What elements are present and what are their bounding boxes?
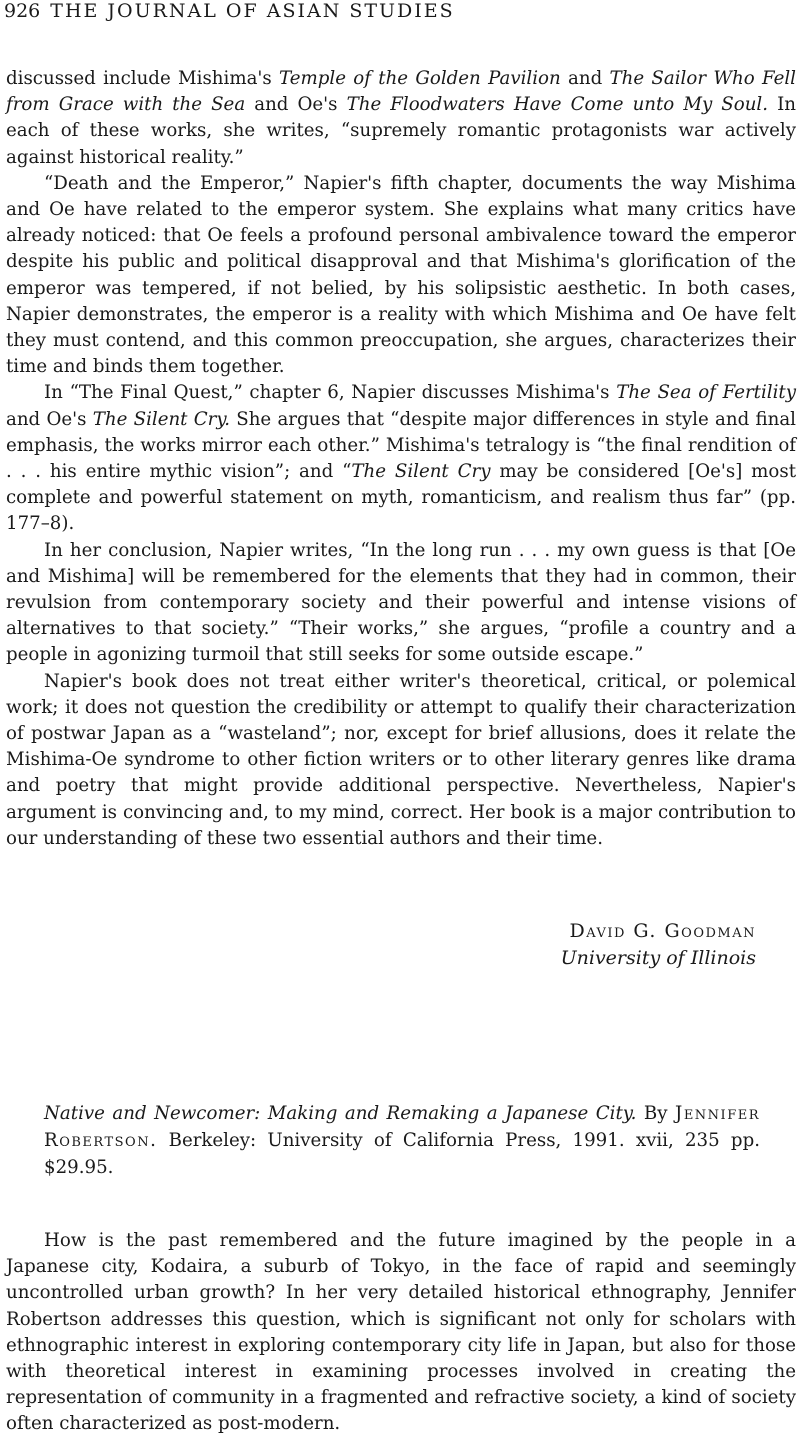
paragraph: discussed include Mishima's Temple of the Golden Pavilion and The Sailor Who Fell from Grace with the Sea and Oe's The Floodwaters Have Come unto My Soul. In each of these works, she writes, “supremely romantic protagonists war actively against historical reality.” <box>6 68 796 168</box>
review-2-body <box>6 1228 796 1438</box>
reviewer-signature <box>561 918 756 972</box>
citation-author: Jennifer Robertson. <box>44 1103 760 1151</box>
book-title: The Silent Cry. <box>92 408 230 430</box>
book-citation: Native and Newcomer: Making and Remaking a Japanese City. By Jennifer Robertson. Berkeley: University of California Press, 1991. xvii, 235 pp. $29.95. <box>44 1103 760 1178</box>
paragraph: In her conclusion, Napier writes, “In the long run . . . my own guess is that [Oe and Mishima] will be remembered for the elements that they had in common, their revulsion from contemporary society and their powerful and intense visions of alternatives to that society.” “Their works,” she argues, “profile a country and a people in agonizing turmoil that still seeks for some outside escape.” <box>6 539 796 666</box>
book-title: Temple of the Golden Pavilion <box>279 68 561 89</box>
citation-publisher: Berkeley: University of California Press, 1991. xvii, 235 pp. $29.95. <box>44 1130 760 1178</box>
citation-title: Native and Newcomer: Making and Remaking a Japanese City. <box>44 1103 637 1124</box>
running-head <box>4 0 455 22</box>
book-title: The Sailor Who Fell from Grace with the Sea <box>6 68 796 116</box>
review-1-body <box>6 66 796 852</box>
page-number: 926 <box>4 0 41 22</box>
book-title: The Sea of Fertility <box>616 382 796 404</box>
journal-title: THE JOURNAL OF ASIAN STUDIES <box>50 0 455 22</box>
book-title: The Silent Cry <box>351 461 491 483</box>
paragraph: How is the past remembered and the future imagined by the people in a Japanese city, Kodaira, a suburb of Tokyo, in the face of rapid and seemingly uncontrolled urban growth? In her very detailed historical ethnography, Jennifer Robertson addresses this question, which is significant not only for scholars with ethnographic interest in exploring contemporary city life in Japan, but also for those with theoretical interest in examining processes involved in creating the representation of community in a fragmented and refractive society, a kind of society often characterized as post-modern. <box>6 1230 796 1435</box>
paragraph: Napier's book does not treat either writer's theoretical, critical, or polemical work; it does not question the credibility or attempt to qualify their characterization of postwar Japan as a “wasteland”; nor, except for brief allusions, does it relate the Mishima-Oe syndrome to other fiction writers or to other literary genres like drama and poetry that might provide additional perspective. Nevertheless, Napier's argument is convincing and, to my mind, correct. Her book is a major contribution to our understanding of these two essential authors and their time. <box>6 670 796 849</box>
book-title: The Floodwaters Have Come unto My Soul. <box>346 94 769 116</box>
paragraph: In “The Final Quest,” chapter 6, Napier discusses Mishima's The Sea of Fertility and Oe's The Silent Cry. She argues that “despite major differences in style and final emphasis, the works mirror each other.” Mishima's tetralogy is “the final rendition of . . . his entire mythic vision”; and “The Silent Cry may be considered [Oe's] most complete and powerful statement on myth, romanticism, and realism thus far” (pp. 177–8). <box>6 382 796 535</box>
reviewer-name: David G. Goodman <box>569 920 756 942</box>
reviewer-affiliation: University of Illinois <box>560 947 756 969</box>
paragraph: “Death and the Emperor,” Napier's fifth chapter, documents the way Mishima and Oe have related to the emperor system. She explains what many critics have already noticed: that Oe feels a profound personal ambivalence toward the emperor despite his public and political disapproval and that Mishima's glorification of the emperor was tempered, if not belied, by his solipsistic aesthetic. In both cases, Napier demonstrates, the emperor is a reality with which Mishima and Oe have felt they must contend, and this common preoccupation, she argues, characterizes their time and binds them together. <box>6 172 796 378</box>
